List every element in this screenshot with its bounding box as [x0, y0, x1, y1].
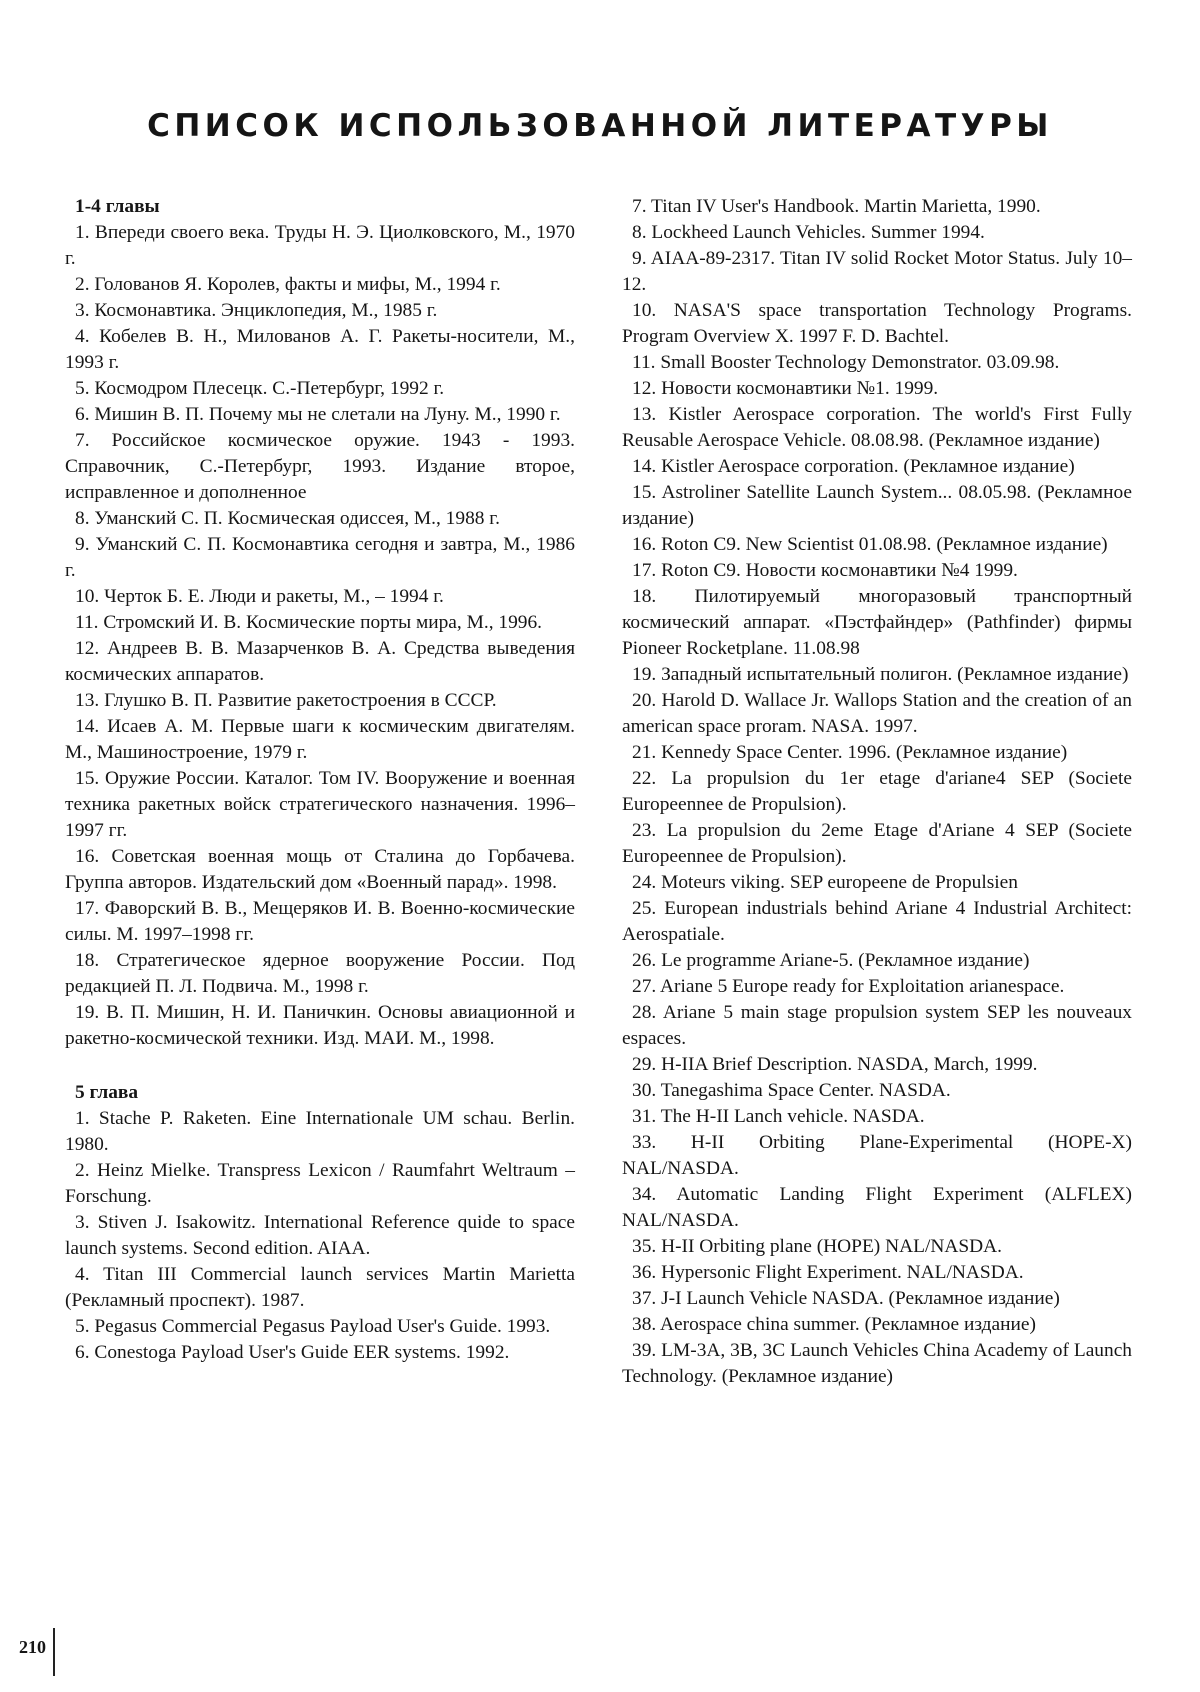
reference-entry: 30. Tanegashima Space Center. NASDA. [632, 1080, 951, 1101]
left-column [65, 194, 575, 1366]
reference-entry: 1. Stache P. Raketen. Eine Internationale UM schau. Berlin. 1980. [65, 1108, 575, 1155]
reference-entry: 9. Уманский С. П. Космонавтика сегодня и завтра, М., 1986 г. [65, 534, 575, 581]
reference-entry: 9. AIAA-89-2317. Titan IV solid Rocket Motor Status. July 10–12. [622, 248, 1132, 295]
reference-list-chapter-5-part-1 [65, 1106, 575, 1366]
reference-entry: 29. H-IIA Brief Description. NASDA, March, 1999. [632, 1054, 1038, 1075]
reference-entry: 35. H-II Orbiting plane (HOPE) NAL/NASDA. [632, 1236, 1002, 1257]
page-number-rule [53, 1628, 55, 1676]
reference-entry: 37. J-I Launch Vehicle NASDA. (Рекламное издание) [632, 1288, 1060, 1309]
reference-entry: 19. Западный испытательный полигон. (Рекламное издание) [632, 664, 1129, 685]
section-heading-chapters-1-4: 1-4 главы [75, 196, 160, 217]
reference-entry: 25. European industrials behind Ariane 4 Industrial Architect: Aerospatiale. [622, 898, 1132, 945]
reference-entry: 7. Российское космическое оружие. 1943 - 1993. Справочник, С.-Петербург, 1993. Издание второе, исправленное и дополненное [65, 430, 575, 503]
reference-entry: 1. Впереди своего века. Труды Н. Э. Циолковского, М., 1970 г. [65, 222, 575, 269]
section-spacer [65, 1052, 575, 1080]
reference-entry: 3. Stiven J. Isakowitz. International Reference quide to space launch systems. Second edition. AIAA. [65, 1212, 575, 1259]
section-heading-chapter-5: 5 глава [75, 1082, 139, 1103]
reference-entry: 8. Уманский С. П. Космическая одиссея, М., 1988 г. [75, 508, 500, 529]
reference-entry: 3. Космонавтика. Энциклопедия, М., 1985 г. [75, 300, 438, 321]
right-column [622, 194, 1132, 1390]
reference-entry: 16. Roton C9. New Scientist 01.08.98. (Рекламное издание) [632, 534, 1108, 555]
reference-entry: 33. H-II Orbiting Plane-Experimental (HOPE-X) NAL/NASDA. [622, 1132, 1132, 1179]
reference-entry: 5. Космодром Плесецк. С.-Петербург, 1992 г. [75, 378, 445, 399]
reference-entry: 18. Пилотируемый многоразовый транспортный космический аппарат. «Пэстфайндер» (Pathfinder) фирмы Pioneer Rocketplane. 11.08.98 [622, 586, 1132, 659]
reference-entry: 16. Советская военная мощь от Сталина до Горбачева. Группа авторов. Издательский дом «Военный парад». 1998. [65, 846, 575, 893]
reference-entry: 5. Pegasus Commercial Pegasus Payload User's Guide. 1993. [75, 1316, 551, 1337]
reference-entry: 4. Titan III Commercial launch services Martin Marietta (Рекламный проспект). 1987. [65, 1264, 575, 1311]
page-title: СПИСОК ИСПОЛЬЗОВАННОЙ ЛИТЕРАТУРЫ [147, 108, 1053, 144]
reference-entry: 4. Кобелев В. Н., Милованов А. Г. Ракеты-носители, М., 1993 г. [65, 326, 575, 373]
reference-entry: 14. Исаев А. М. Первые шаги к космическим двигателям. М., Машиностроение, 1979 г. [65, 716, 575, 763]
reference-entry: 28. Ariane 5 main stage propulsion system SEP les nouveaux espaces. [622, 1002, 1132, 1049]
reference-entry: 15. Оружие России. Каталог. Том IV. Вооружение и военная техника ракетных войск стратегического назначения. 1996–1997 гг. [65, 768, 575, 841]
page-number: 210 [19, 1637, 46, 1657]
reference-entry: 10. Черток Б. Е. Люди и ракеты, М., – 1994 г. [75, 586, 444, 607]
reference-list-chapters-1-4 [65, 220, 575, 1052]
reference-entry: 19. В. П. Мишин, Н. И. Паничкин. Основы авиационной и ракетно-космической техники. Изд. МАИ. М., 1998. [65, 1002, 575, 1049]
reference-entry: 34. Automatic Landing Flight Experiment (ALFLEX) NAL/NASDA. [622, 1184, 1132, 1231]
reference-entry: 18. Стратегическое ядерное вооружение России. Под редакцией П. Л. Подвича. М., 1998 г. [65, 950, 575, 997]
reference-entry: 12. Новости космонавтики №1. 1999. [632, 378, 939, 399]
reference-entry: 12. Андреев В. В. Мазарченков В. А. Средства выведения космических аппаратов. [65, 638, 575, 685]
reference-entry: 10. NASA'S space transportation Technology Programs. Program Overview X. 1997 F. D. Bachtel. [622, 300, 1132, 347]
reference-entry: 15. Astroliner Satellite Launch System... 08.05.98. (Рекламное издание) [622, 482, 1132, 529]
reference-entry: 27. Ariane 5 Europe ready for Exploitation arianespace. [632, 976, 1065, 997]
reference-entry: 22. La propulsion du 1er etage d'ariane4 SEP (Societe Europeennee de Propulsion). [622, 768, 1132, 815]
reference-entry: 38. Aerospace china summer. (Рекламное издание) [632, 1314, 1036, 1335]
reference-entry: 14. Kistler Aerospace corporation. (Рекламное издание) [632, 456, 1075, 477]
reference-entry: 2. Голованов Я. Королев, факты и мифы, М., 1994 г. [75, 274, 501, 295]
reference-entry: 11. Small Booster Technology Demonstrator. 03.09.98. [632, 352, 1060, 373]
reference-entry: 26. Le programme Ariane-5. (Рекламное издание) [632, 950, 1030, 971]
reference-entry: 21. Kennedy Space Center. 1996. (Рекламное издание) [632, 742, 1068, 763]
reference-entry: 17. Roton C9. Новости космонавтики №4 1999. [632, 560, 1018, 581]
reference-entry: 36. Hypersonic Flight Experiment. NAL/NASDA. [632, 1262, 1024, 1283]
reference-entry: 2. Heinz Mielke. Transpress Lexicon / Raumfahrt Weltraum – Forschung. [65, 1160, 575, 1207]
reference-entry: 8. Lockheed Launch Vehicles. Summer 1994. [632, 222, 985, 243]
reference-entry: 13. Глушко В. П. Развитие ракетостроения в СССР. [75, 690, 497, 711]
reference-entry: 7. Titan IV User's Handbook. Martin Marietta, 1990. [632, 196, 1041, 217]
reference-list-chapter-5-part-2 [622, 194, 1132, 1390]
reference-entry: 20. Harold D. Wallace Jr. Wallops Station and the creation of an american space proram. NASA. 1997. [622, 690, 1132, 737]
reference-entry: 11. Стромский И. В. Космические порты мира, М., 1996. [75, 612, 543, 633]
reference-entry: 39. LM-3A, 3B, 3C Launch Vehicles China Academy of Launch Technology. (Рекламное издание) [622, 1340, 1132, 1387]
reference-entry: 31. The H-II Lanch vehicle. NASDA. [632, 1106, 925, 1127]
reference-entry: 13. Kistler Aerospace corporation. The world's First Fully Reusable Aerospace Vehicle. 08.08.98. (Рекламное издание) [622, 404, 1132, 451]
reference-entry: 24. Moteurs viking. SEP europeene de Propulsien [632, 872, 1018, 893]
reference-entry: 23. La propulsion du 2eme Etage d'Ariane 4 SEP (Societe Europeennee de Propulsion). [622, 820, 1132, 867]
reference-entry: 17. Фаворский В. В., Мещеряков И. В. Военно-космические силы. М. 1997–1998 гг. [65, 898, 575, 945]
reference-entry: 6. Conestoga Payload User's Guide EER systems. 1992. [75, 1342, 510, 1363]
reference-entry: 6. Мишин В. П. Почему мы не слетали на Луну. М., 1990 г. [75, 404, 561, 425]
